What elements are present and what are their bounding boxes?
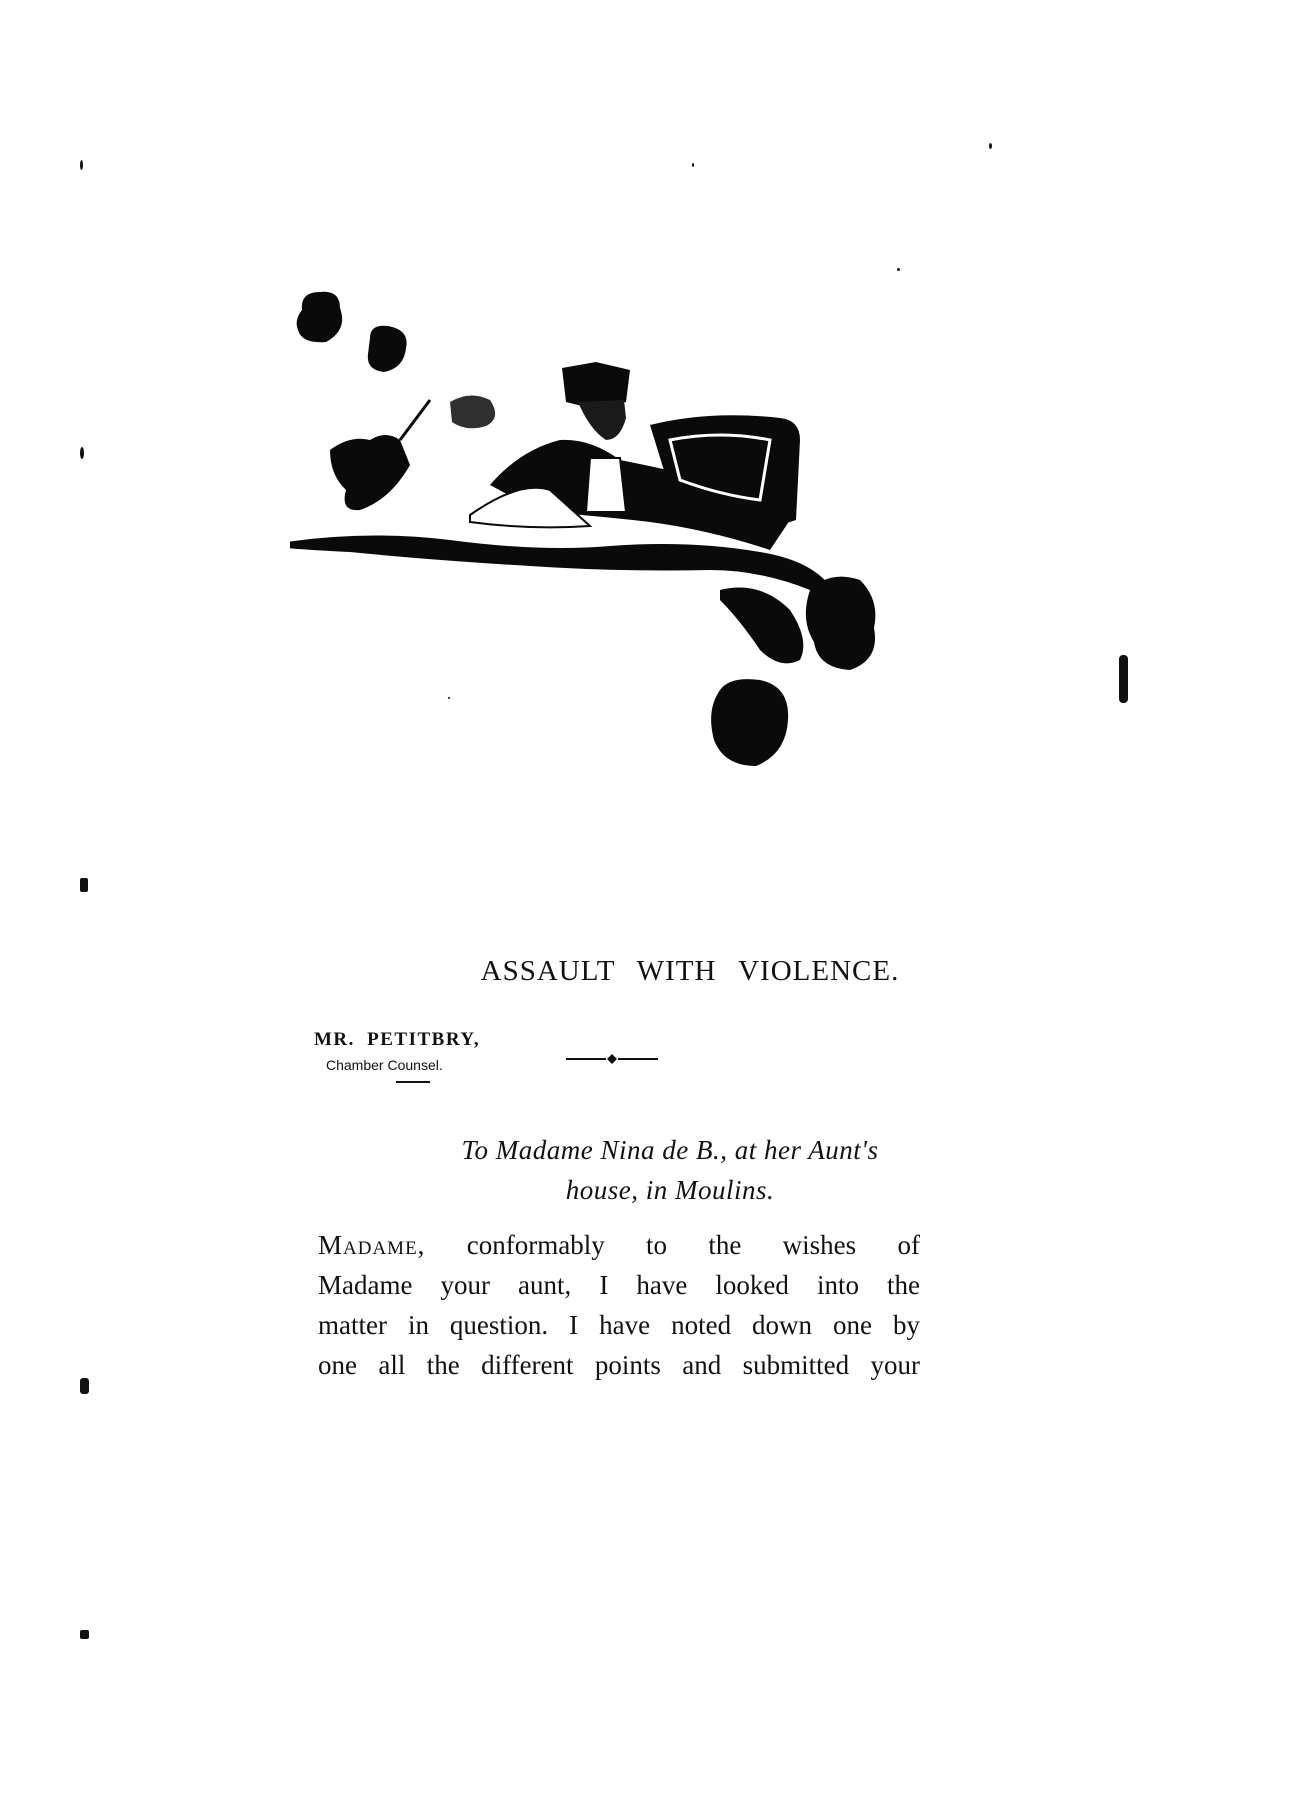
inkpot-icon	[368, 326, 407, 372]
scroll	[720, 588, 803, 664]
bonnet	[450, 395, 495, 428]
inkpot-icon	[297, 292, 342, 342]
address-line-1: To Madame Nina de B., at her Aunt's	[461, 1135, 879, 1165]
letter-body	[318, 1225, 920, 1385]
letter-line: matter in question. I have noted down one by	[318, 1310, 920, 1340]
letter-line	[318, 1225, 920, 1265]
margin-speck	[80, 1630, 89, 1639]
sender-block	[314, 1029, 480, 1083]
inkpot-icon	[711, 679, 788, 766]
story-title	[0, 955, 1314, 988]
lawyer-face	[578, 400, 626, 440]
inkpot-icon	[806, 577, 876, 670]
margin-speck	[80, 447, 84, 459]
lawyer-vignette-illustration	[290, 290, 980, 810]
margin-speck	[989, 143, 992, 149]
margin-speck	[80, 878, 88, 892]
story-title-text: ASSAULT WITH VIOLENCE.	[480, 955, 900, 987]
papers	[290, 535, 830, 590]
small-figure	[330, 435, 410, 510]
margin-speck	[692, 163, 694, 167]
quill-pen	[400, 400, 430, 440]
sender-rule	[396, 1081, 430, 1083]
sender-name: MR. PETITBRY,	[314, 1029, 481, 1050]
margin-speck	[897, 268, 900, 271]
divider-ornament	[566, 1053, 658, 1065]
collar	[586, 458, 626, 512]
sender-role: Chamber Counsel.	[326, 1057, 443, 1073]
letter-line: one all the different points and submitted your	[318, 1350, 920, 1380]
address-line-2: house, in Moulins.	[565, 1175, 775, 1205]
margin-speck	[80, 1378, 89, 1394]
letter-address	[300, 1130, 1040, 1210]
margin-speck	[1119, 655, 1128, 703]
opening-word: Madame,	[318, 1230, 426, 1260]
margin-speck	[80, 160, 83, 170]
letter-line-1-rest: conformably to the wishes of	[425, 1230, 920, 1260]
letter-line: Madame your aunt, I have looked into the	[318, 1270, 920, 1300]
